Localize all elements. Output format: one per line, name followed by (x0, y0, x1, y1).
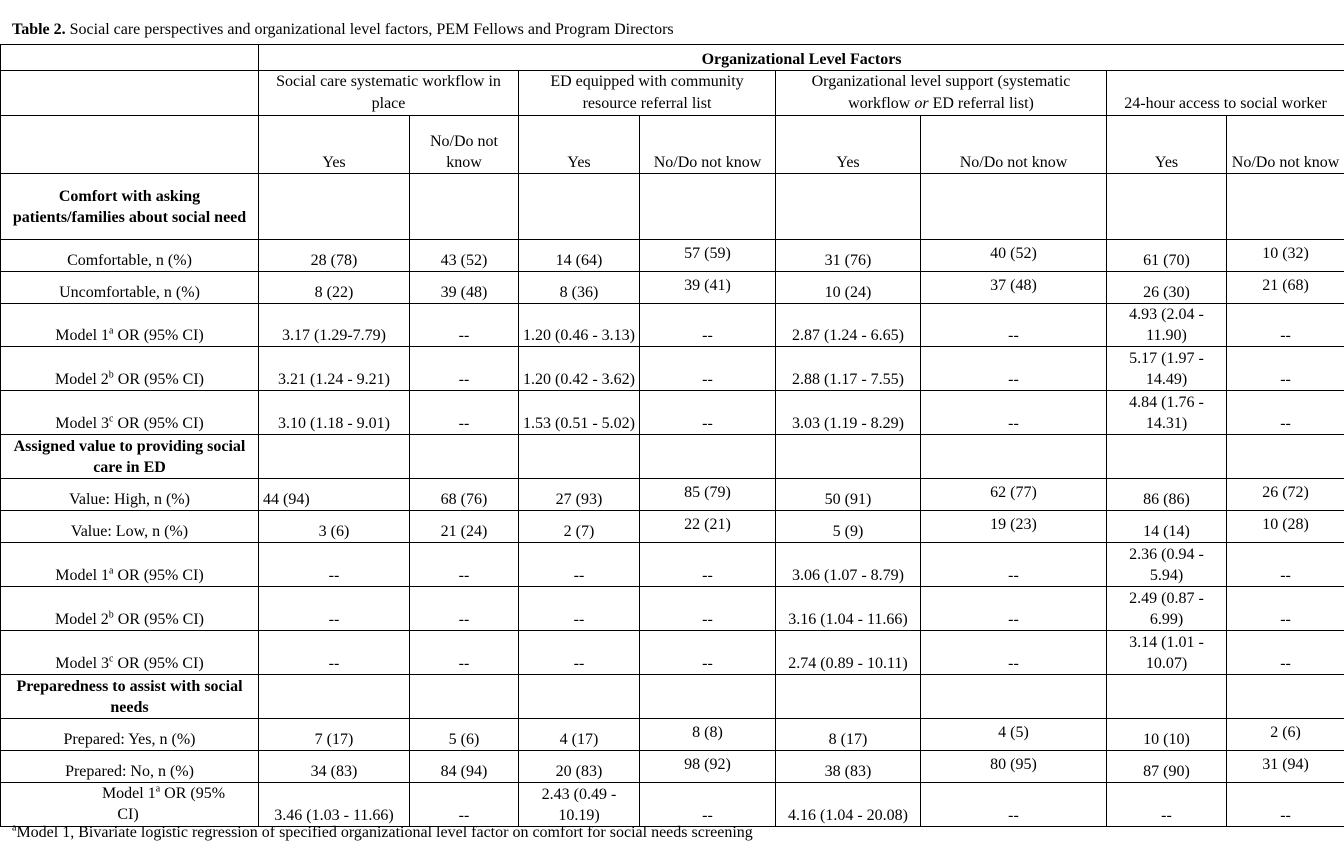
table-cell: 19 (23) (921, 511, 1107, 543)
group-header: Organizational Level Factors (259, 45, 1344, 71)
table-title: Social care perspectives and organizational level factors, PEM Fellows and Program Directors (65, 21, 674, 38)
table-cell: 31 (76) (776, 240, 921, 272)
table-cell: 28 (78) (259, 240, 410, 272)
header-row-factors (1, 71, 1344, 116)
table-cell: -- (519, 543, 640, 587)
table-cell: 14 (64) (519, 240, 640, 272)
table-cell: 86 (86) (1107, 479, 1227, 511)
factor-header-social-worker: 24-hour access to social worker (1107, 71, 1344, 116)
table-cell: 20 (83) (519, 751, 640, 783)
section-row-value (1, 435, 1344, 479)
section-heading: Assigned value to providing social care in ED (1, 435, 259, 479)
table-cell: -- (519, 587, 640, 631)
table-cell: 4.93 (2.04 - 11.90) (1107, 304, 1227, 347)
footnote-text: Model 1, Bivariate logistic regression of specified organizational level factor on comfort for social needs screening (16, 824, 753, 841)
table-cell: 50 (91) (776, 479, 921, 511)
row-v-model2 (1, 587, 1344, 631)
row-comfortable (1, 240, 1344, 272)
table-cell: 3.03 (1.19 - 8.29) (776, 391, 921, 435)
table-cell: -- (1107, 783, 1227, 827)
table-cell: 84 (94) (410, 751, 519, 783)
table-cell: 27 (93) (519, 479, 640, 511)
table-cell: 2.43 (0.49 - 10.19) (519, 783, 640, 827)
table-cell: 44 (94) (259, 479, 410, 511)
table-cell: -- (410, 587, 519, 631)
table-cell: 62 (77) (921, 479, 1107, 511)
table-cell: -- (921, 391, 1107, 435)
row-label: Model 1$^a$ OR (95% CI) (1, 783, 259, 827)
table-cell: 1.20 (0.42 - 3.62) (519, 347, 640, 391)
row-label: Model 2$^b$ OR (95% CI) (1, 347, 259, 391)
table-cell: -- (921, 543, 1107, 587)
results-table (0, 44, 1344, 827)
row-prepared-no (1, 751, 1344, 783)
row-label: Model 1$^a$ OR (95% CI) (1, 304, 259, 347)
table-cell: -- (410, 631, 519, 675)
row-label: Model 1$^a$ OR (95% CI) (1, 543, 259, 587)
row-v-model1 (1, 543, 1344, 587)
header-row-group (1, 45, 1344, 71)
table-cell: -- (259, 543, 410, 587)
table-cell: -- (410, 543, 519, 587)
table-cell: 5.17 (1.97 - 14.49) (1107, 347, 1227, 391)
table-cell: 8 (36) (519, 272, 640, 304)
table-cell: -- (519, 631, 640, 675)
footnote-mark: a (12, 822, 17, 834)
table-cell: -- (1227, 347, 1344, 391)
factor-header-workflow: Social care systematic workflow in place (259, 71, 519, 116)
row-label: Model 2$^b$ OR (95% CI) (1, 587, 259, 631)
answer-header-yes: Yes (519, 116, 640, 174)
row-label: Value: Low, n (%) (1, 511, 259, 543)
table-cell: 3.46 (1.03 - 11.66) (259, 783, 410, 827)
table-cell: -- (259, 631, 410, 675)
table-cell: -- (640, 631, 776, 675)
table-cell: -- (921, 304, 1107, 347)
answer-header-yes: Yes (259, 116, 410, 174)
row-p-model1 (1, 783, 1344, 827)
row-prepared-yes (1, 719, 1344, 751)
table-cell: 21 (24) (410, 511, 519, 543)
answer-header-no: No/Do not know (640, 116, 776, 174)
table-cell: 26 (72) (1227, 479, 1344, 511)
factor-header-referral-list: ED equipped with community resource referral list (519, 71, 776, 116)
table-cell: 3.17 (1.29-7.79) (259, 304, 410, 347)
table-cell: 7 (17) (259, 719, 410, 751)
table-cell: 2.87 (1.24 - 6.65) (776, 304, 921, 347)
table-cell: -- (1227, 783, 1344, 827)
table-cell: -- (410, 391, 519, 435)
table-cell: 43 (52) (410, 240, 519, 272)
section-heading: Preparedness to assist with social needs (1, 675, 259, 719)
table-caption (12, 20, 674, 40)
header-row-answers (1, 116, 1344, 174)
answer-header-no: No/Do not know (921, 116, 1107, 174)
table-cell: -- (640, 347, 776, 391)
table-cell: 1.20 (0.46 - 3.13) (519, 304, 640, 347)
answer-header-no: No/Do not know (1227, 116, 1344, 174)
answer-header-yes: Yes (1107, 116, 1227, 174)
table-cell: 4 (17) (519, 719, 640, 751)
table-footnote (12, 823, 753, 843)
row-v-model3 (1, 631, 1344, 675)
table-cell: -- (640, 304, 776, 347)
table-cell: 80 (95) (921, 751, 1107, 783)
row-c-model3 (1, 391, 1344, 435)
table-cell: 57 (59) (640, 240, 776, 272)
factor-header-org-support: Organizational level support (systematic workflow or ED referral list) (776, 71, 1107, 116)
table-cell: 2 (6) (1227, 719, 1344, 751)
table-cell: 3 (6) (259, 511, 410, 543)
table-cell: 5 (6) (410, 719, 519, 751)
table-cell: -- (921, 783, 1107, 827)
table-number: Table 2. (12, 21, 66, 38)
table-cell: -- (410, 304, 519, 347)
table-cell: 10 (28) (1227, 511, 1344, 543)
table-cell: 3.21 (1.24 - 9.21) (259, 347, 410, 391)
table-cell: 87 (90) (1107, 751, 1227, 783)
row-c-model2 (1, 347, 1344, 391)
table-cell: 10 (24) (776, 272, 921, 304)
table-cell: -- (640, 587, 776, 631)
table-cell: -- (921, 347, 1107, 391)
table-cell: -- (1227, 304, 1344, 347)
table-cell: 2.36 (0.94 - 5.94) (1107, 543, 1227, 587)
table-cell: 40 (52) (921, 240, 1107, 272)
table-cell: -- (921, 631, 1107, 675)
row-label: Uncomfortable, n (%) (1, 272, 259, 304)
table-cell: 2.88 (1.17 - 7.55) (776, 347, 921, 391)
answer-header-no: No/Do not know (410, 116, 519, 174)
table-cell: -- (1227, 631, 1344, 675)
table-cell: 2.49 (0.87 - 6.99) (1107, 587, 1227, 631)
table-cell: 68 (76) (410, 479, 519, 511)
table-cell: 61 (70) (1107, 240, 1227, 272)
row-label: Model 3$^c$ OR (95% CI) (1, 391, 259, 435)
table-cell: 1.53 (0.51 - 5.02) (519, 391, 640, 435)
table-cell: 3.10 (1.18 - 9.01) (259, 391, 410, 435)
row-label: Comfortable, n (%) (1, 240, 259, 272)
table-cell: 26 (30) (1107, 272, 1227, 304)
table-cell: 3.06 (1.07 - 8.79) (776, 543, 921, 587)
table-cell: 5 (9) (776, 511, 921, 543)
table-cell: 2.74 (0.89 - 10.11) (776, 631, 921, 675)
table-cell: 39 (41) (640, 272, 776, 304)
row-value-high (1, 479, 1344, 511)
table-cell: 4.84 (1.76 - 14.31) (1107, 391, 1227, 435)
table-cell: 4 (5) (921, 719, 1107, 751)
table-cell: -- (640, 391, 776, 435)
section-heading: Comfort with asking patients/families about social need (1, 174, 259, 240)
table-cell: -- (640, 783, 776, 827)
table-cell: 3.14 (1.01 - 10.07) (1107, 631, 1227, 675)
table-cell: -- (1227, 543, 1344, 587)
table-cell: 10 (10) (1107, 719, 1227, 751)
table-cell: -- (410, 783, 519, 827)
table-cell: 98 (92) (640, 751, 776, 783)
row-label: Model 3$^c$ OR (95% CI) (1, 631, 259, 675)
table-cell: 10 (32) (1227, 240, 1344, 272)
row-value-low (1, 511, 1344, 543)
row-uncomfortable (1, 272, 1344, 304)
table-cell: 22 (21) (640, 511, 776, 543)
table-cell: -- (921, 587, 1107, 631)
answer-header-yes: Yes (776, 116, 921, 174)
corner-cell (1, 45, 259, 71)
table-cell: 85 (79) (640, 479, 776, 511)
section-row-comfort (1, 174, 1344, 240)
table-cell: 8 (17) (776, 719, 921, 751)
table-cell: 38 (83) (776, 751, 921, 783)
table-cell: 34 (83) (259, 751, 410, 783)
table-cell: -- (1227, 587, 1344, 631)
table-cell: 2 (7) (519, 511, 640, 543)
section-row-prepared (1, 675, 1344, 719)
table-cell: -- (1227, 391, 1344, 435)
table-cell: 8 (8) (640, 719, 776, 751)
table-cell: 3.16 (1.04 - 11.66) (776, 587, 921, 631)
table-cell: 14 (14) (1107, 511, 1227, 543)
row-label: Prepared: Yes, n (%) (1, 719, 259, 751)
table-cell: 4.16 (1.04 - 20.08) (776, 783, 921, 827)
table-cell: -- (410, 347, 519, 391)
table-cell: -- (259, 587, 410, 631)
row-c-model1 (1, 304, 1344, 347)
table-cell: 21 (68) (1227, 272, 1344, 304)
row-label: Prepared: No, n (%) (1, 751, 259, 783)
table-cell: 39 (48) (410, 272, 519, 304)
table-cell: 37 (48) (921, 272, 1107, 304)
table-cell: 8 (22) (259, 272, 410, 304)
table-cell: -- (640, 543, 776, 587)
corner-cell (1, 116, 259, 174)
table-cell: 31 (94) (1227, 751, 1344, 783)
row-label: Value: High, n (%) (1, 479, 259, 511)
corner-cell (1, 71, 259, 116)
